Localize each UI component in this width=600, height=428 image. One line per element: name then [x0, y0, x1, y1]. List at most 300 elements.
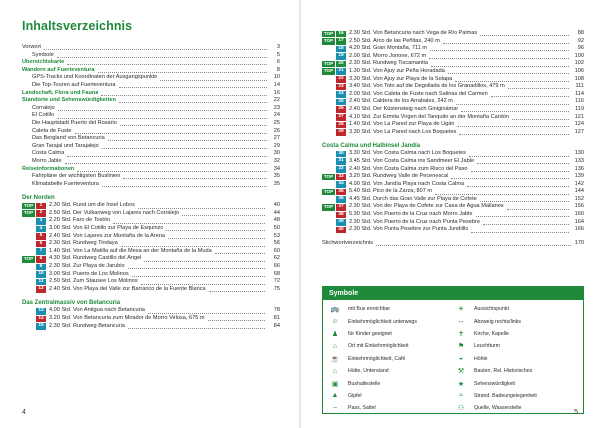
dot-leader — [461, 111, 569, 112]
tour-title: Von Betancuria nach Vega de Río Palmas — [373, 30, 478, 36]
toc-entry[interactable] — [22, 59, 280, 67]
dot-leader — [67, 64, 267, 65]
tour-entry[interactable] — [22, 225, 280, 233]
legend-label: für Kinder geeignet — [348, 330, 392, 337]
toc-entry[interactable] — [22, 90, 280, 98]
tour-number-badge: 23 — [336, 84, 346, 91]
toc-entry-label: Vorwort — [22, 44, 41, 50]
tour-page: 133 — [574, 157, 584, 164]
toc-entry-label: El Cotillo — [32, 112, 55, 119]
toc-entry[interactable] — [22, 128, 280, 136]
top-badge: TOP — [323, 203, 334, 209]
toc-entry-label: Fahrpläne der wichtigsten Buslinien — [32, 173, 121, 180]
top-badge — [22, 218, 35, 225]
top-badge: TOP — [323, 188, 334, 194]
ruin-icon: ★ — [457, 380, 465, 388]
toc-entry-page: 23 — [273, 104, 280, 111]
bus-icon: 🚌 — [330, 306, 340, 314]
tour-title: Von Toto auf die Degollada de los Granadillos, 479 m — [373, 83, 505, 90]
legend-item — [453, 315, 579, 327]
tour-title: Rundweg Valle de Pecenescal — [373, 173, 449, 180]
tour-duration: 3.20 Std. — [49, 315, 72, 321]
dot-leader — [102, 186, 267, 187]
tour-page: 92 — [577, 37, 584, 44]
tour-title: Von Costa Calma zum Risco del Paso — [373, 165, 468, 172]
legend-label: Leuchtturm — [474, 343, 500, 350]
dot-leader — [491, 96, 569, 97]
tour-entry[interactable] — [22, 307, 280, 315]
tour-number-badge: 18 — [336, 46, 346, 53]
tour-entry[interactable] — [322, 173, 584, 181]
tour-number-badge: 29 — [336, 129, 346, 136]
toc-entry-label: Standorte und Sehenswürdigkeiten — [22, 97, 116, 104]
dot-leader — [121, 246, 265, 247]
legend-item — [453, 402, 579, 414]
tour-entry[interactable] — [322, 188, 584, 196]
top-badge — [22, 316, 35, 323]
tour-number-badge: 38 — [336, 212, 346, 219]
dot-leader — [435, 194, 569, 195]
tour-page: 44 — [273, 209, 280, 216]
tour-duration: 2.50 Std. — [349, 37, 372, 44]
top-badge — [322, 99, 335, 106]
tour-title: Durch das Gran Valle zur Playa de Cofete — [373, 195, 477, 202]
dot-leader — [148, 313, 265, 314]
tour-entry[interactable] — [322, 129, 584, 137]
toc-entry[interactable] — [22, 166, 280, 174]
tour-number-badge: 5 — [36, 233, 46, 240]
tour-entry[interactable] — [22, 240, 280, 248]
dot-leader — [102, 148, 267, 149]
tour-page: 48 — [273, 217, 280, 224]
tour-entry[interactable] — [22, 210, 280, 218]
toc-entry-page: 34 — [273, 165, 280, 172]
tour-title: Von La Matilla auf die Mesa an der Montaña de la Muda — [73, 247, 212, 254]
tour-number-badge: 21 — [336, 68, 346, 75]
tour-number-badge: 32 — [336, 166, 346, 173]
legend-title: Symbole — [323, 287, 583, 300]
tour-page: 56 — [273, 240, 280, 247]
top-badge — [22, 233, 35, 240]
top-badge — [22, 248, 35, 255]
tour-number-badge: 24 — [336, 91, 346, 98]
tour-page: 40 — [273, 202, 280, 209]
church-icon: ✝ — [458, 330, 464, 338]
tour-duration: 1.30 Std. — [349, 67, 372, 74]
page-title: Inhaltsverzeichnis — [22, 19, 133, 33]
dot-leader — [469, 156, 569, 157]
tour-entry[interactable] — [322, 158, 584, 166]
tour-duration: 2.30 Std. — [49, 240, 72, 247]
tour-duration: 3.30 Std. — [349, 128, 372, 135]
tour-entry[interactable] — [322, 30, 584, 38]
dot-leader — [77, 171, 267, 172]
tour-entry[interactable] — [322, 181, 584, 189]
tour-duration: 2.30 Std. — [349, 30, 372, 36]
section-heading: Der Norden — [22, 195, 55, 202]
dot-leader — [144, 261, 265, 262]
dot-leader — [507, 209, 569, 210]
tour-title: Von der Playa de Cofete zur Casa de Agua Mallanes — [373, 203, 504, 210]
dot-leader — [483, 224, 569, 225]
tour-duration: 2.30 Std. — [49, 322, 72, 329]
tour-duration: 2.00 Std. — [349, 52, 372, 59]
tour-entry[interactable] — [322, 91, 584, 99]
tour-title: Von Antigua nach Betancuria — [73, 307, 145, 314]
toc-entry[interactable] — [22, 120, 280, 128]
tour-duration: 2.00 Std. — [349, 90, 372, 97]
toc-entry[interactable] — [22, 74, 280, 82]
index-entry[interactable] — [322, 240, 584, 248]
tour-entry[interactable] — [322, 38, 584, 46]
tour-duration: 1.40 Std. — [49, 247, 72, 254]
toc-entry[interactable] — [22, 97, 280, 105]
tour-title: Von Puerto de la Cruz nach Punta Pesebre — [373, 218, 480, 225]
top-badge — [322, 76, 335, 83]
dot-leader — [57, 57, 267, 58]
tour-title: Morro Jonone, 672 m — [373, 52, 427, 59]
toc-entry-page: 32 — [273, 157, 280, 164]
tour-title: Von Caleta de Fuste nach Salinas del Carmen — [373, 90, 488, 97]
top-badge — [322, 114, 335, 121]
dot-leader — [443, 43, 569, 44]
toc-entry[interactable] — [22, 44, 280, 52]
tour-entry[interactable] — [322, 166, 584, 174]
busstop-icon: ▣ — [331, 380, 339, 388]
tour-page: 75 — [273, 285, 280, 292]
tour-number-badge: 7 — [36, 248, 46, 255]
dot-leader — [512, 119, 569, 120]
legend-item — [327, 390, 453, 402]
legend-column-left — [327, 303, 453, 415]
index-label: Stichwortverzeichnis — [322, 239, 373, 246]
dot-leader — [128, 328, 265, 329]
tour-number-badge: 19 — [336, 53, 346, 60]
toc-entry-label: Wandern auf Fuerteventura — [22, 66, 95, 73]
dot-leader — [480, 201, 569, 202]
legend-item — [327, 303, 453, 315]
tour-title: Von Puerto de la Cruz nach Morro Jable — [373, 211, 473, 218]
tour-entry[interactable] — [322, 45, 584, 53]
tour-entry[interactable] — [322, 98, 584, 106]
tour-title: Puerto de Los Molinos — [73, 270, 129, 277]
top-badge — [322, 46, 335, 53]
toc-entry[interactable] — [22, 181, 280, 189]
toc-entry-page: 35 — [273, 180, 280, 187]
top-badge: TOP — [323, 38, 334, 44]
tour-number-badge: 20 — [336, 61, 346, 68]
toc-entry-label: Die Hauptstadt Puerto del Rosario — [32, 119, 117, 126]
toc-entry-page: 35 — [273, 173, 280, 180]
tour-number-badge: 37 — [336, 204, 346, 211]
dot-leader — [65, 163, 267, 164]
tour-number-badge: 28 — [336, 122, 346, 129]
tour-entry[interactable] — [322, 211, 584, 219]
legend-item — [327, 377, 453, 389]
tour-duration: 2.30 Std. — [49, 263, 72, 270]
lighthouse-icon: ⚑ — [457, 343, 465, 351]
top-badge — [22, 226, 35, 233]
legend-label: Einkehrmöglichkeit, Café — [348, 355, 406, 362]
legend-item — [327, 328, 453, 340]
tour-duration: 2.30 Std. — [349, 60, 372, 67]
tour-number-badge: 35 — [336, 189, 346, 196]
tour-entry[interactable] — [322, 68, 584, 76]
tour-title: Von Costa Calma ins Sandmeer El Jable — [373, 157, 475, 164]
source-icon: ⚇ — [457, 405, 465, 413]
page-number-right: 5 — [574, 409, 578, 416]
toc-entry-page: 30 — [273, 150, 280, 157]
toc-entry[interactable] — [22, 67, 280, 75]
toc-entry-page: 16 — [273, 89, 280, 96]
tour-duration: 2.40 Std. — [49, 285, 72, 292]
tour-duration: 2.50 Std. — [49, 278, 72, 285]
top-badge — [322, 181, 335, 188]
tour-entry[interactable] — [22, 233, 280, 241]
dot-leader — [75, 133, 268, 134]
tour-entry[interactable] — [22, 271, 280, 279]
tour-title: Von Betancuria zum Mirador de Morro Velosa, 675 m — [73, 315, 205, 321]
dot-leader — [44, 49, 267, 50]
legend-item — [453, 353, 579, 365]
tour-number-badge: 1 — [36, 203, 46, 210]
toc-entry[interactable] — [22, 173, 280, 181]
tour-page: 116 — [575, 98, 584, 105]
top-badge: TOP — [23, 202, 34, 208]
tour-page: 139 — [574, 173, 584, 180]
top-badge — [322, 91, 335, 98]
legend-label: Höhle — [474, 355, 488, 362]
tour-entry[interactable] — [322, 226, 584, 234]
tour-duration: 3.30 Std. — [349, 75, 372, 82]
toc-entry-page: 8 — [276, 66, 280, 73]
dot-leader — [141, 284, 265, 285]
legend-item — [327, 365, 453, 377]
tour-title: Faro de Tostón — [73, 217, 111, 224]
tour-duration: 1.40 Std. — [349, 121, 372, 128]
dot-leader — [98, 72, 267, 73]
toc-entry-page: 26 — [273, 127, 280, 134]
legend-item — [453, 390, 579, 402]
tour-page: 136 — [574, 165, 584, 172]
right-page — [300, 0, 600, 428]
top-badge: TOP — [23, 255, 34, 261]
tour-entry[interactable] — [22, 248, 280, 256]
dot-leader — [132, 276, 265, 277]
tour-entry[interactable] — [322, 150, 584, 158]
toc-entry[interactable] — [22, 135, 280, 143]
tour-title: Von Playa del Valle zur Barranco de la Fuente Blanca — [73, 285, 206, 292]
toc-entry-page: 5 — [276, 51, 280, 58]
tour-page: 166 — [574, 226, 584, 233]
tour-title: Rund um die Insel Lobos — [73, 202, 135, 209]
toc-entry[interactable] — [22, 112, 280, 120]
dot-leader — [119, 87, 267, 88]
top-badge — [322, 129, 335, 136]
dot-leader — [215, 253, 265, 254]
legend-label: Hütte, Unterstand — [348, 368, 389, 375]
tour-entry[interactable] — [322, 60, 584, 68]
tour-entry[interactable] — [322, 219, 584, 227]
top-badge: TOP — [323, 173, 334, 179]
tour-duration: 2.50 Std. — [49, 209, 72, 216]
dot-leader — [429, 58, 569, 59]
tour-entry[interactable] — [322, 83, 584, 91]
top-badge — [22, 308, 35, 315]
pass-icon: ⌢ — [332, 404, 338, 412]
toc-entry-page: 10 — [273, 74, 280, 81]
toc-entry[interactable] — [22, 82, 280, 90]
dot-leader — [108, 140, 267, 141]
tour-entry[interactable] — [22, 315, 280, 323]
tour-page: 88 — [577, 30, 584, 36]
section-heading: Das Zentralmassiv von Betancuria — [22, 300, 121, 307]
tour-duration: 4.00 Std. — [349, 180, 372, 187]
archaeo-icon: ⚒ — [457, 368, 465, 376]
dot-leader — [128, 268, 265, 269]
toc-entry-label: Landschaft, Flora und Fauna — [22, 89, 99, 96]
legend-column-right — [453, 303, 579, 415]
tour-entry[interactable] — [322, 53, 584, 61]
dot-leader — [101, 95, 267, 96]
tour-title: Arco de las Peñitas, 240 m — [373, 37, 440, 44]
legend-label: Sehenswürdigkeit — [474, 380, 515, 387]
dot-leader — [467, 186, 569, 187]
legend-item — [453, 328, 579, 340]
tour-page: 144 — [574, 188, 584, 195]
dot-leader — [120, 125, 267, 126]
legend-item — [327, 315, 453, 327]
tour-number-badge: 6 — [36, 241, 46, 248]
legend-label: Quelle, Wasserstelle — [474, 405, 522, 412]
tour-entry[interactable] — [22, 255, 280, 263]
top-badge — [322, 212, 335, 219]
tour-title: Rundweg Betancuria — [73, 322, 125, 329]
top-badge — [322, 158, 335, 165]
dot-leader — [376, 245, 571, 246]
tour-number-badge: 8 — [36, 256, 46, 263]
tour-number-badge: 16 — [336, 31, 346, 38]
tour-duration: 2.40 Std. — [49, 232, 72, 239]
tour-number-badge: 39 — [336, 219, 346, 226]
tour-number-badge: 25 — [336, 99, 346, 106]
tour-number-badge: 4 — [36, 226, 46, 233]
toc-entry-label: Das Bergland von Betancuria — [32, 135, 105, 142]
legend-item — [327, 402, 453, 414]
tour-number-badge: 14 — [36, 316, 46, 323]
dot-leader — [455, 81, 569, 82]
tour-title: Rundweg Tindaya — [73, 240, 118, 247]
legend-label: Einkehrmöglichkeit unterwegs — [348, 318, 417, 325]
toc-entry-page: 27 — [273, 135, 280, 142]
tour-number-badge: 9 — [36, 264, 46, 271]
tour-title: Rundweg Tiscamanita — [373, 60, 429, 67]
tour-entry[interactable] — [22, 217, 280, 225]
tour-page: 66 — [273, 263, 280, 270]
tour-entry[interactable] — [22, 323, 280, 331]
tour-entry[interactable] — [22, 286, 280, 294]
hut-icon: ☕ — [330, 355, 340, 363]
tour-page: 130 — [574, 150, 584, 157]
toc-entry-label: Gran Tarajal und Tarajalejo — [32, 142, 99, 149]
legend-item — [453, 340, 579, 352]
tour-page: 111 — [575, 83, 584, 90]
tour-entry[interactable] — [322, 196, 584, 204]
top-badge — [22, 279, 35, 286]
shelter-icon: ⌂ — [332, 367, 338, 375]
dot-leader — [508, 88, 569, 89]
legend-item — [453, 365, 579, 377]
tour-entry[interactable] — [322, 121, 584, 129]
dot-leader — [138, 208, 265, 209]
dot-leader — [471, 171, 569, 172]
dot-leader — [119, 102, 267, 103]
toc-entry[interactable] — [22, 158, 280, 166]
tour-entry[interactable] — [22, 202, 280, 210]
toc-left — [22, 44, 280, 330]
symbol-legend — [322, 286, 584, 414]
beach-icon: ≈ — [459, 392, 463, 400]
tour-title: Von Jandía Playa nach Costa Calma — [373, 180, 465, 187]
dot-leader — [471, 232, 569, 233]
tour-number-badge: 10 — [36, 271, 46, 278]
tour-page: 68 — [273, 270, 280, 277]
tour-number-badge: 22 — [336, 76, 346, 83]
village-icon: ⌂ — [332, 342, 338, 350]
toc-entry-label: Die Top-Touren auf Fuerteventura — [32, 81, 116, 88]
dot-leader — [113, 223, 265, 224]
tour-entry[interactable] — [322, 203, 584, 211]
tour-entry[interactable] — [322, 114, 584, 122]
toc-entry-page: 29 — [273, 142, 280, 149]
top-badge — [22, 264, 35, 271]
tour-entry[interactable] — [22, 278, 280, 286]
top-badge — [22, 271, 35, 278]
tour-duration: 3.45 Std. — [349, 157, 372, 164]
toc-entry-label: Übersichtskarte — [22, 59, 65, 66]
tour-number-badge: 31 — [336, 158, 346, 165]
toc-entry-label: Morro Jable — [32, 157, 62, 164]
tour-number-badge: 30 — [336, 151, 346, 158]
legend-label: Abzweig rechts/links — [474, 318, 521, 325]
tour-entry[interactable] — [322, 76, 584, 84]
legend-label: mit Bus erreichbar — [348, 306, 391, 313]
tour-duration: 4.45 Std. — [349, 195, 372, 202]
toc-entry-page: 3 — [276, 44, 280, 50]
tour-title: Zur Playa de Jarubio — [73, 263, 125, 270]
toc-entry-label: Corralejo — [32, 104, 55, 111]
toc-entry[interactable] — [22, 52, 280, 60]
toc-entry-page: 25 — [273, 119, 280, 126]
tour-duration: 2.20 Std. — [49, 217, 72, 224]
toc-entry[interactable] — [22, 143, 280, 151]
dot-leader — [477, 163, 569, 164]
tour-duration: 2.40 Std. — [349, 105, 372, 112]
dot-leader — [457, 126, 569, 127]
tour-page: 81 — [273, 315, 280, 321]
tour-entry[interactable] — [322, 106, 584, 114]
tour-number-badge: 33 — [336, 174, 346, 181]
top-badge — [322, 122, 335, 129]
legend-item — [327, 340, 453, 352]
toc-entry[interactable] — [22, 150, 280, 158]
chapel-icon: ↔ — [457, 318, 465, 326]
toc-entry[interactable] — [22, 105, 280, 113]
tour-duration: 2.40 Std. — [349, 165, 372, 172]
legend-item — [453, 303, 579, 315]
tour-duration: 4.10 Std. — [349, 113, 372, 120]
tour-entry[interactable] — [22, 263, 280, 271]
